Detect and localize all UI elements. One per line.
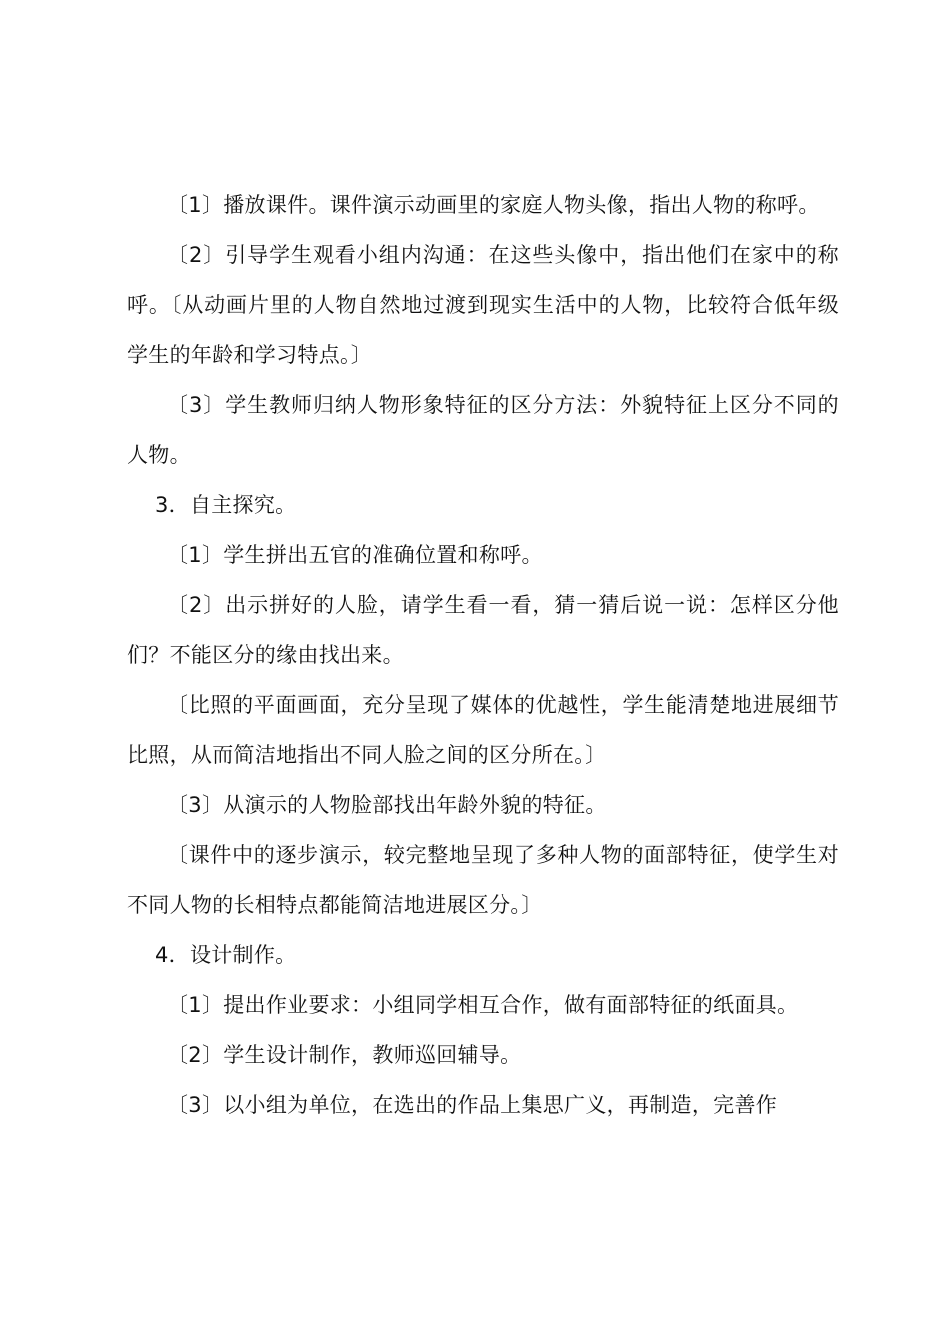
section-heading-3: 3．自主探究。 xyxy=(155,493,297,517)
section-heading-4: 4．设计制作。 xyxy=(155,943,297,967)
paragraph-6: 〔2〕出示拼好的人脸，请学生看一看，猜一猜后说一说：怎样区分他们？不能区分的缘由找出来。 xyxy=(127,593,839,667)
paragraph-5: 〔1〕学生拼出五官的准确位置和称呼。 xyxy=(167,543,543,567)
paragraph-1: 〔1〕播放课件。课件演示动画里的家庭人物头像，指出人物的称呼。 xyxy=(167,193,820,217)
paragraph-2: 〔2〕引导学生观看小组内沟通：在这些头像中，指出他们在家中的称呼。〔从动画片里的人物自然地过渡到现实生活中的人物，比较符合低年级学生的年龄和学习特点。〕 xyxy=(127,243,839,367)
paragraph-12: 〔2〕学生设计制作，教师巡回辅导。 xyxy=(167,1043,522,1067)
paragraph-3: 〔3〕学生教师归纳人物形象特征的区分方法：外貌特征上区分不同的人物。 xyxy=(127,393,839,467)
paragraph-8: 〔3〕从演示的人物脸部找出年龄外貌的特征。 xyxy=(167,793,607,817)
paragraph-7: 〔比照的平面画面，充分呈现了媒体的优越性，学生能清楚地进展细节比照，从而简洁地指出不同人脸之间的区分所在。〕 xyxy=(127,693,839,767)
paragraph-13: 〔3〕以小组为单位，在选出的作品上集思广义，再制造，完善作 xyxy=(167,1093,778,1117)
document-body xyxy=(127,180,839,1130)
paragraph-11: 〔1〕提出作业要求：小组同学相互合作，做有面部特征的纸面具。 xyxy=(167,993,799,1017)
paragraph-9: 〔课件中的逐步演示，较完整地呈现了多种人物的面部特征，使学生对不同人物的长相特点都能简洁地进展区分。〕 xyxy=(127,843,839,917)
